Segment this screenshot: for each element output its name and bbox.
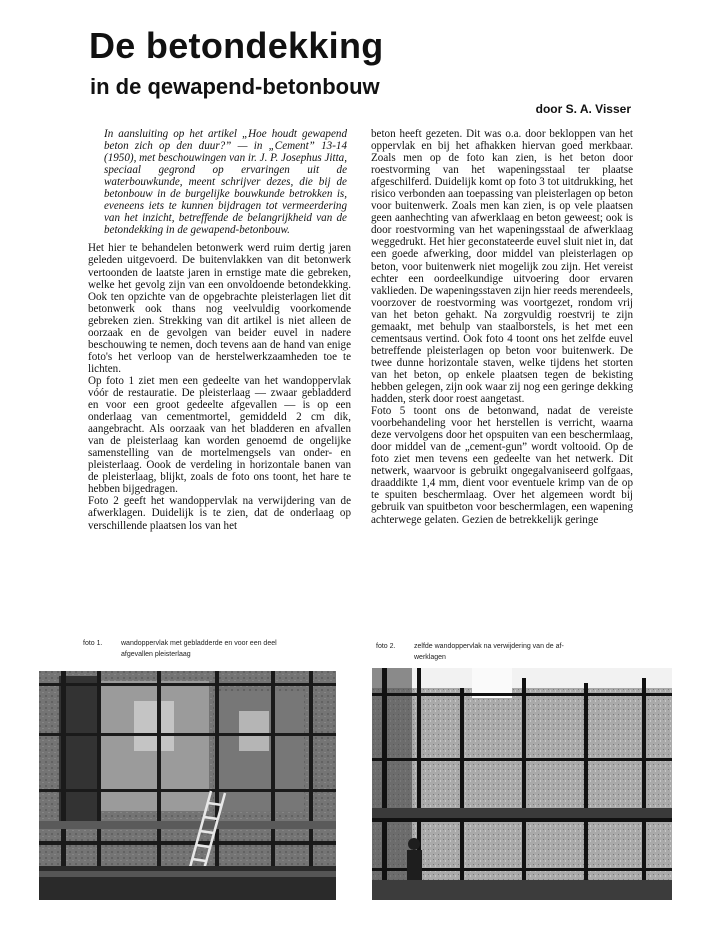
body-paragraph: Foto 5 toont ons de betonwand, nadat de vereiste voorbehandeling voor het herstellen is verricht, waarna deze vervolgens door het opspuiten van een beschermlaag, door middel van de „cement-gun” wordt voltooid. Op de foto ziet men tevens een gedeelte van het netwerk. Dit netwerk, waarvoor is gebruikt ongegalvaniseerd golfgaas, draaddikte 1,4 mm, dient voor eventuele krimp van de op te spuiten beschermlaag. Over het algemeen wordt bij gebruik van spuitbeton voor beschermlagen, een wapening achterwege gelaten. Gezien de betrekkelijk geringe	[371, 405, 633, 526]
body-paragraph: beton heeft gezeten. Dit was o.a. door bekloppen van het oppervlak en bij het afhakken hiervan goed merkbaar. Zoals men op de foto kan zien, is het beton door roestvorming van het wapeningsstaal ter plaatse afgeschilferd. Duidelijk komt op foto 3 tot uitdrukking, het risico verbonden aan toepassing van pleisterlagen op beton voor buitenwerk. Zoals men kan zien, is op vele plaatsen geen aanhechting van afwerklaag en beton geweest; ook is door roestvorming van het wapeningsstaal de afwerklaag weggedrukt. Het hier geconstateerde euvel sluit niet in, dat een goede afwerking, door middel van pleisterlagen op beton, voor buitenwerk niet mogelijk zou zijn. Het vereist echter een oordeelkundige uitvoering door ervaren vaklieden. De wapeningsstaven zijn hier reeds merendeels, voorzover de roestvorming was voortgezet, rondom vrij van het beton gehakt. Na zorgvuldig roestvrij te zijn gemaakt, met behulp van staalborstels, is het met een cementsaus vertind. Ook foto 4 toont ons het zelfde euvel betreffende pleisterlagen op beton voor buitenwerk. De twee dunne horizontale staven, welke tijdens het storten van het beton, op enkele plaatsen tegen de bekisting hebben gelegen, zijn ook waar zij nog een geringe dekking hadden, sterk door roest aangetast.	[371, 128, 633, 406]
body-paragraph: Op foto 1 ziet men een gedeelte van het wandoppervlak vóór de restauratie. De pleisterlaag — zwaar gebladderd en voor een groot gedeelte afgevallen — is op een onderlaag van cementmortel, gemiddeld 2 cm dik, aangebracht. Als oorzaak van het bladderen en afvallen van de pleisterlaag kan worden genoemd de ongelijke samenstelling van de mortelmengsels van onder- en pleisterlaag. Oook de verdeling in horizontale banen van de pleisterlaag, blijkt, zoals de foto ons toont, het hare te hebben bijgedragen.	[88, 374, 351, 496]
photo-2-image	[372, 668, 672, 900]
article-subtitle: in de qewapend-betonbouw	[90, 74, 380, 99]
figure-label: foto 2.	[376, 643, 396, 650]
caption-line: wandoppervlak met gebladderde en voor een deel	[121, 640, 277, 647]
photo-stripped-wall	[372, 668, 672, 900]
figure-caption-2	[376, 641, 636, 665]
author-byline: door S. A. Visser	[535, 102, 631, 116]
caption-line: zelfde wandoppervlak na verwijdering van de af-	[414, 643, 564, 650]
caption-line: afgevallen pleisterlaag	[121, 651, 191, 658]
figure-label: foto 1.	[83, 640, 103, 647]
right-text-column	[371, 128, 633, 526]
photo-scaffolding-wall	[39, 671, 336, 900]
body-paragraph: Foto 2 geeft het wandoppervlak na verwijdering van de afwerklagen. Duidelijk is te zien, dat de onderlaag op verschillende plaatsen los van het	[88, 495, 351, 532]
left-text-column	[88, 128, 351, 532]
photo-1-image	[39, 671, 336, 900]
figure-caption-text	[121, 638, 321, 660]
figure-caption-text	[414, 641, 624, 663]
caption-line: werklagen	[414, 654, 446, 661]
figure-caption-1	[83, 638, 343, 662]
body-paragraph: Het hier te behandelen betonwerk werd ruim dertig jaren geleden uitgevoerd. De buitenvlakken van dit betonwerk vertoonden de laatste jaren in ernstige mate die gebreken, welke het gevolg zijn van een onvoldoende betondekking. Ook ten opzichte van de opgebrachte pleisterlagen liet dit betonwerk ook thans nog veelvuldig voorkomende gebreken zien. Strekking van dit artikel is niet alleen de oorzaak en de gevolgen van beider euvel in nadere beschouwing te nemen, doch tevens aan de hand van enige foto's het verloop van de herstelwerkzaamheden toe te lichten.	[88, 242, 351, 375]
article-title: De betondekking	[89, 25, 384, 66]
intro-paragraph: In aansluiting op het artikel „Hoe houdt gewapend beton zich op den duur?” — in „Cement” 13-14 (1950), met beschouwingen van ir. J. P. Josephus Jitta, speciaal gegrond op ervaringen uit de waterbouwkunde, meent schrijver dezes, die bij de betonbouw in de burgelijke bouwkunde betrokken is, eveneens iets te kunnen bijdragen tot vermeerdering van het inzicht, betreffende de belangrijkheid van de betondekking in de gewapend-betonbouw.	[104, 128, 347, 237]
